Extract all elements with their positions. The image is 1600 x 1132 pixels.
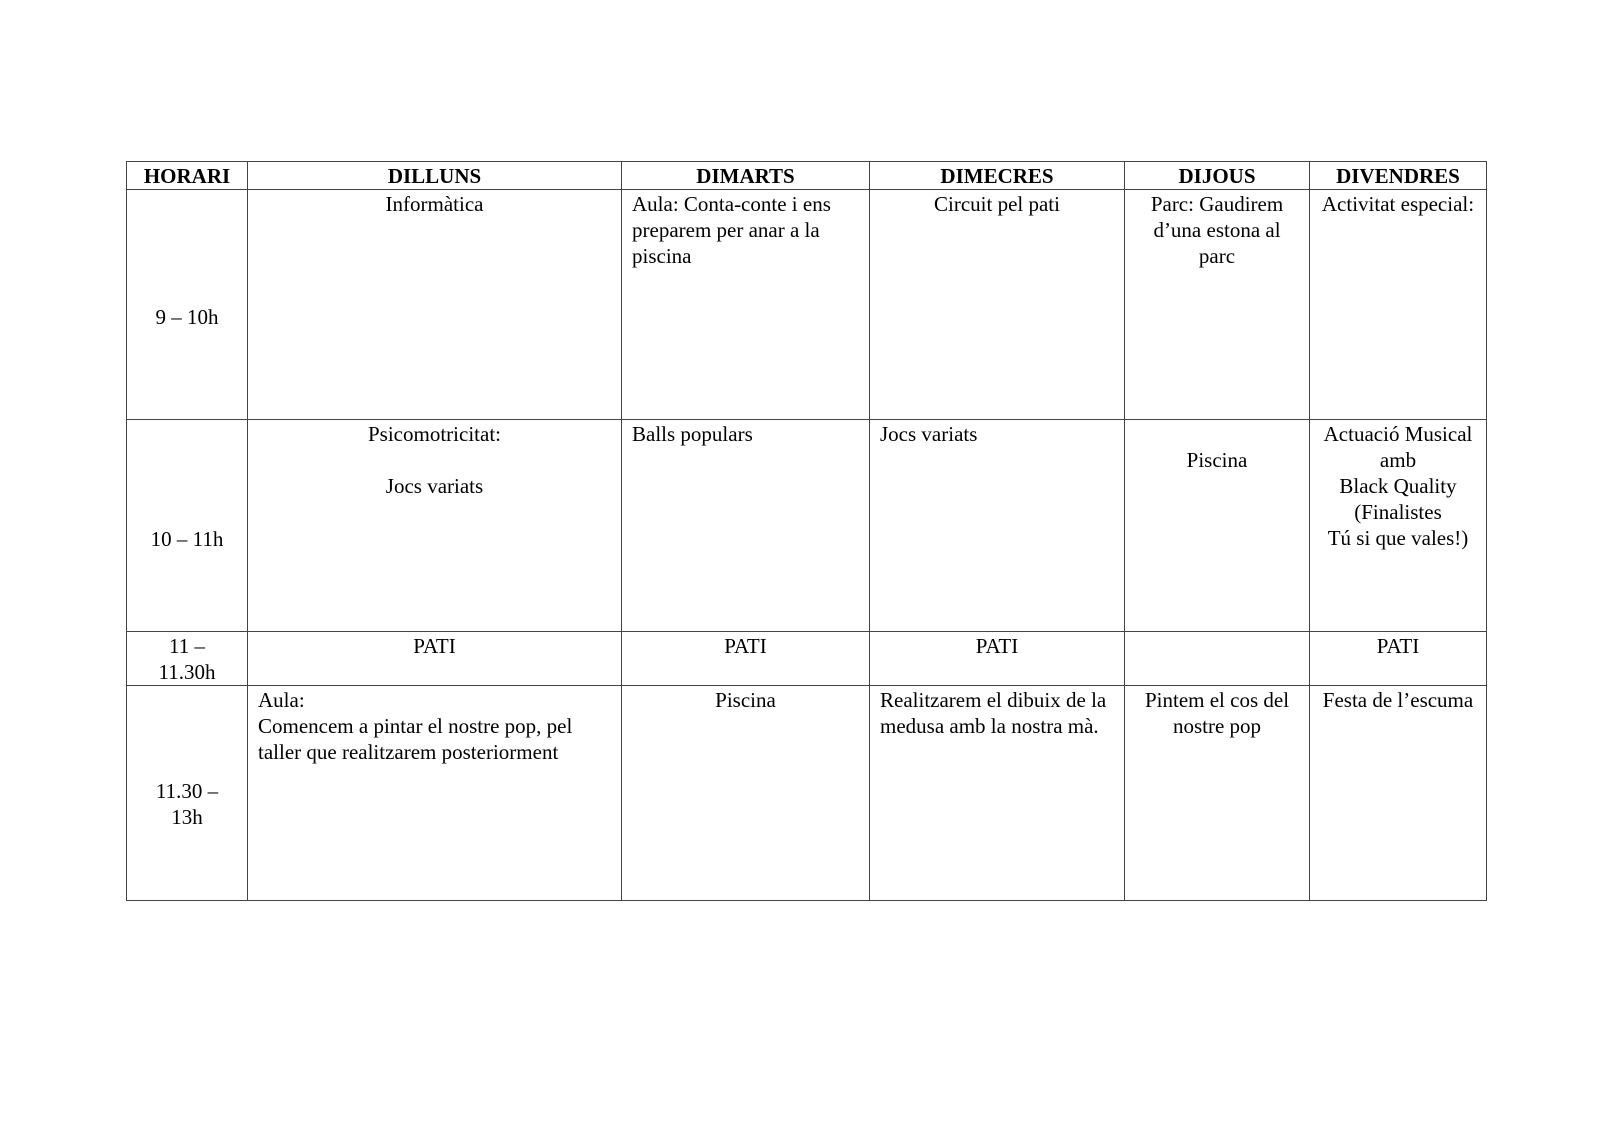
time-cell: 9 – 10h xyxy=(127,190,248,420)
activity-line: Tú si que vales!) xyxy=(1327,526,1469,550)
activity-cell-dimarts: Aula: Conta-conte i ens preparem per anar a la piscina xyxy=(622,190,870,420)
table-row xyxy=(127,190,1487,420)
activity-cell-dijous xyxy=(1125,632,1310,686)
activity-line: (Finalistes xyxy=(1354,500,1442,524)
activity-cell-dimecres: Jocs variats xyxy=(870,420,1125,632)
header-dimarts: DIMARTS xyxy=(622,162,870,190)
time-line: 11.30h xyxy=(158,660,216,684)
time-line: 13h xyxy=(171,805,203,829)
schedule-table xyxy=(126,161,1487,901)
time-cell xyxy=(127,686,248,901)
table-row xyxy=(127,686,1487,901)
activity-cell-divendres: Festa de l’escuma xyxy=(1310,686,1487,901)
header-dilluns: DILLUNS xyxy=(248,162,622,190)
activity-cell-divendres: Activitat especial: xyxy=(1310,190,1487,420)
activity-cell-dimecres: Circuit pel pati xyxy=(870,190,1125,420)
time-cell xyxy=(127,632,248,686)
header-row xyxy=(127,162,1487,190)
activity-cell-dijous xyxy=(1125,420,1310,632)
activity-cell-dimarts: Balls populars xyxy=(622,420,870,632)
table-row xyxy=(127,420,1487,632)
activity-cell-dilluns xyxy=(248,420,622,632)
activity-cell-divendres xyxy=(1310,420,1487,632)
time-line: 11 – xyxy=(169,634,205,658)
activity-cell-dilluns xyxy=(248,686,622,901)
header-dijous: DIJOUS xyxy=(1125,162,1310,190)
activity-cell-dilluns: PATI xyxy=(248,632,622,686)
activity-line: Actuació Musical amb xyxy=(1323,422,1473,472)
table-row xyxy=(127,632,1487,686)
activity-line: Piscina xyxy=(1186,448,1248,472)
activity-cell-dimecres: PATI xyxy=(870,632,1125,686)
activity-line: Psicomotricitat: xyxy=(368,422,501,446)
activity-line: Black Quality xyxy=(1339,474,1457,498)
activity-line: Aula: xyxy=(258,688,305,712)
activity-cell-divendres: PATI xyxy=(1310,632,1487,686)
time-line: 11.30 – xyxy=(155,779,219,803)
activity-cell-dimecres: Realitzarem el dibuix de la medusa amb la nostra mà. xyxy=(870,686,1125,901)
activity-cell-dilluns: Informàtica xyxy=(248,190,622,420)
header-divendres: DIVENDRES xyxy=(1310,162,1487,190)
activity-cell-dijous: Pintem el cos del nostre pop xyxy=(1125,686,1310,901)
activity-cell-dimarts: Piscina xyxy=(622,686,870,901)
activity-cell-dijous: Parc: Gaudirem d’una estona al parc xyxy=(1125,190,1310,420)
activity-cell-dimarts: PATI xyxy=(622,632,870,686)
activity-line: Comencem a pintar el nostre pop, pel taller que realitzarem posteriorment xyxy=(258,714,573,764)
time-cell: 10 – 11h xyxy=(127,420,248,632)
blank-line xyxy=(1135,421,1299,447)
blank-line xyxy=(258,447,611,473)
header-horari: HORARI xyxy=(127,162,248,190)
header-dimecres: DIMECRES xyxy=(870,162,1125,190)
activity-line: Jocs variats xyxy=(385,474,484,498)
